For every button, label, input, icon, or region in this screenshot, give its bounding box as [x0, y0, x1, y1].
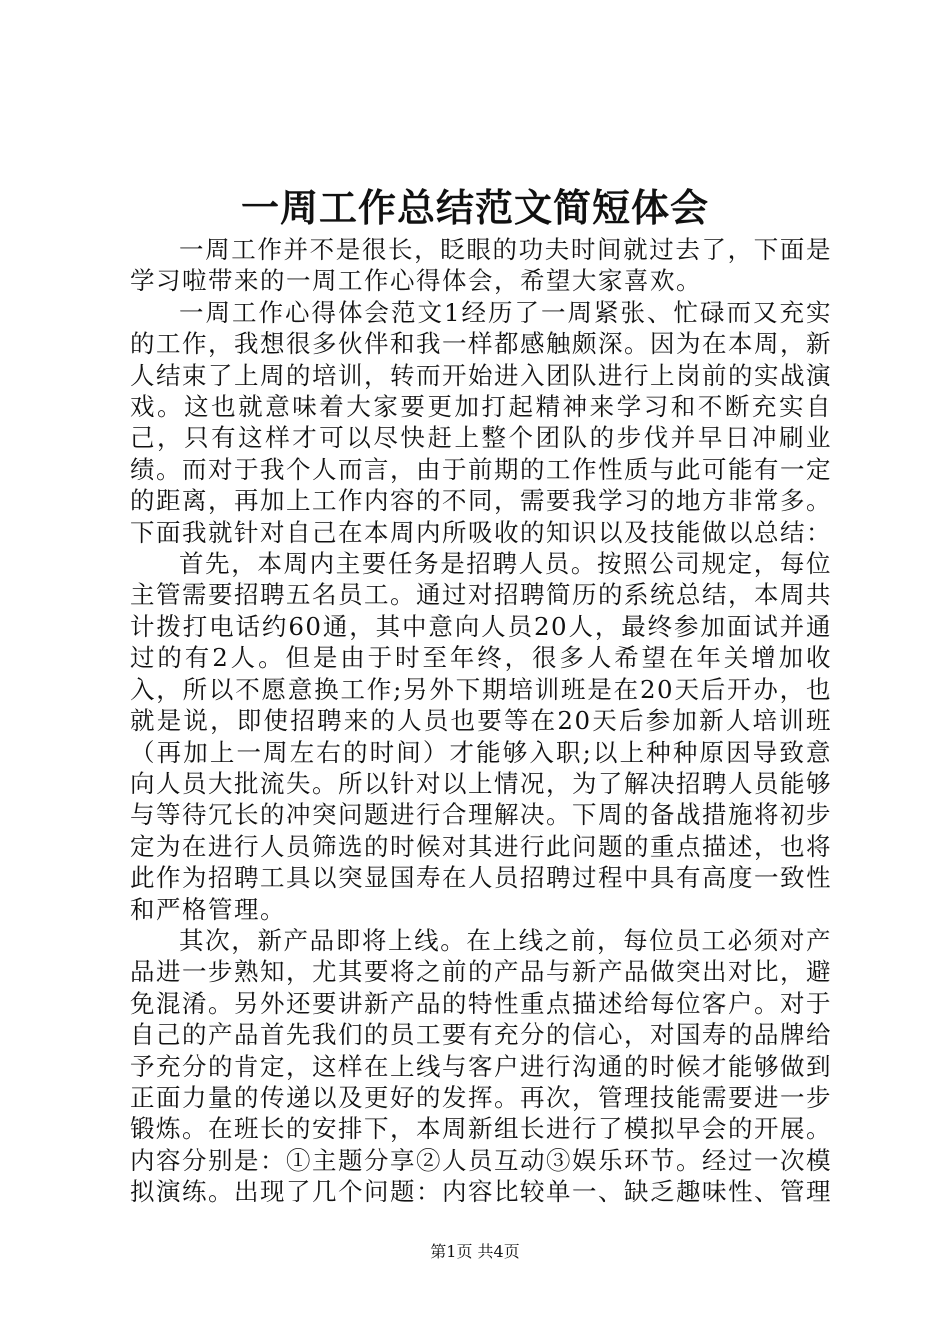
page-number-footer: 第1页 共4页: [430, 1242, 520, 1261]
paragraph-new-product: 其次，新产品即将上线。在上线之前，每位员工必须对产品进一步熟知，尤其要将之前的产品与新产品做突出对比，避免混淆。另外还要讲新产品的特性重点描述给每位客户。对于自己的产品首先我们的员工要有充分的信心，对国寿的品牌给予充分的肯定，这样在上线与客户进行沟通的时候才能够做到正面力量的传递以及更好的发挥。再次，管理技能需要进一步锻炼。在班长的安排下，本周新组长进行了模拟早会的开展。内容分别是：①主题分享②人员互动③娱乐环节。经过一次模拟演练。出现了几个问题：内容比较单一、缺乏趣味性、管理: [130, 925, 832, 1207]
paragraph-intro: 一周工作并不是很长，眨眼的功夫时间就过去了，下面是学习啦带来的一周工作心得体会，希望大家喜欢。: [130, 235, 832, 296]
document-title: 一周工作总结范文简短体会: [240, 185, 709, 230]
paragraph-sample-1: 一周工作心得体会范文1经历了一周紧张、忙碌而又充实的工作，我想很多伙伴和我一样都感触颇深。因为在本周，新人结束了上周的培训，转而开始进入团队进行上岗前的实战演戏。这也就意味着大家要更加打起精神来学习和不断充实自己，只有这样才可以尽快赶上整个团队的步伐并早日冲刷业绩。而对于我个人而言，由于前期的工作性质与此可能有一定的距离，再加上工作内容的不同，需要我学习的地方非常多。下面我就针对自己在本周内所吸收的知识以及技能做以总结：: [130, 297, 832, 547]
document-body: [130, 234, 832, 1208]
paragraph-recruiting: 首先，本周内主要任务是招聘人员。按照公司规定，每位主管需要招聘五名员工。通过对招聘简历的系统总结，本周共计拨打电话约60通，其中意向人员20人，最终参加面试并通过的有2人。但是由于时至年终，很多人希望在年关增加收入，所以不愿意换工作;另外下期培训班是在20天后开办，也就是说，即使招聘来的人员也要等在20天后参加新人培训班（再加上一周左右的时间）才能够入职;以上种种原因导致意向人员大批流失。所以针对以上情况，为了解决招聘人员能够与等待冗长的冲突问题进行合理解决。下周的备战措施将初步定为在进行人员筛选的时候对其进行此问题的重点描述，也将此作为招聘工具以突显国寿在人员招聘过程中具有高度一致性和严格管理。: [130, 549, 832, 924]
